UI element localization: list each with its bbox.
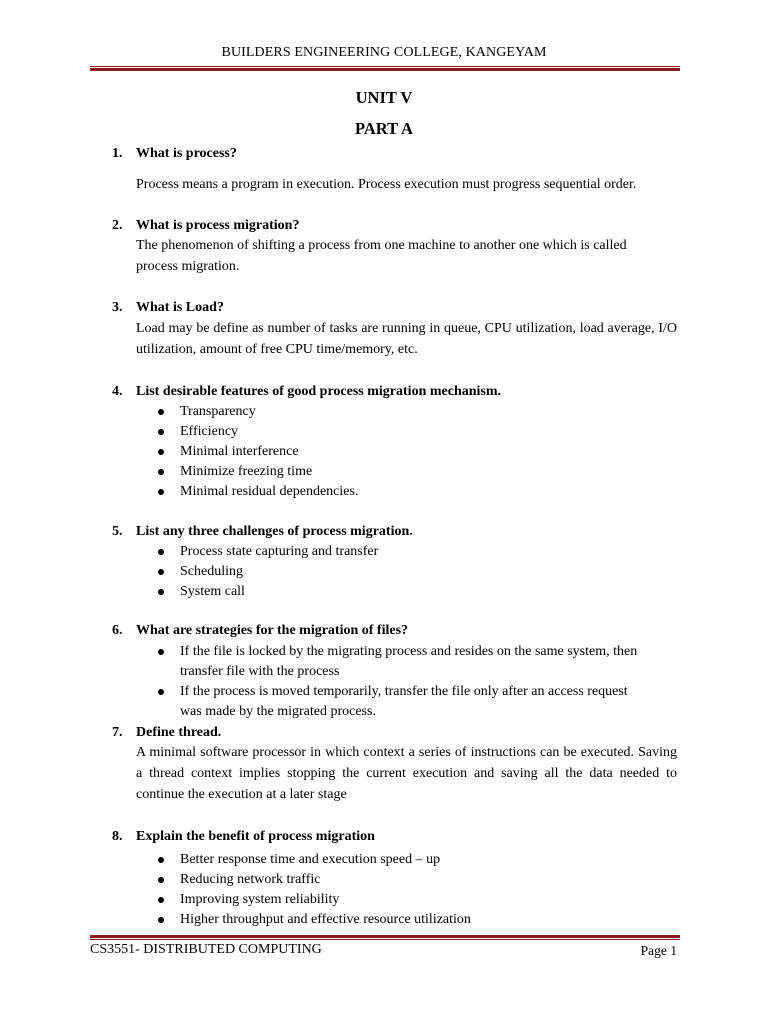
bullet-icon [158,689,164,695]
list-item: Minimize freezing time [156,462,656,482]
question-number: 1. [112,146,123,161]
page-header: BUILDERS ENGINEERING COLLEGE, KANGEYAM [221,45,547,60]
footer-rule-thin [90,939,680,940]
bullet-icon [158,569,164,575]
footer-course: CS3551- DISTRIBUTED COMPUTING [90,942,322,957]
list-item: Transparency [156,402,656,422]
list-item: If the process is moved temporarily, transfer the file only after an access request was made by the migrated process. [156,682,648,722]
list-item: Minimal interference [156,442,656,462]
bullet-icon [158,857,164,863]
bullet-icon [158,897,164,903]
question-text: What is process migration? [136,218,300,233]
footer-rule-thick [90,935,680,938]
list-item: System call [156,582,656,602]
list-item: If the file is locked by the migrating process and resides on the same system, then transfer file with the process [156,642,648,682]
bullet-icon [158,449,164,455]
bullet-icon [158,649,164,655]
part-title: PART A [355,119,413,138]
question-text: List any three challenges of process migration. [136,524,413,539]
question-text: Define thread. [136,725,222,740]
question-number: 7. [112,725,123,740]
bullet-icon [158,917,164,923]
bullet-icon [158,589,164,595]
question-text: What is process? [136,146,237,161]
question-number: 3. [112,300,123,315]
question-number: 8. [112,829,123,844]
bullet-list-5 [156,542,656,602]
list-item: Improving system reliability [156,890,656,910]
question-text: Explain the benefit of process migration [136,829,375,844]
list-item: Better response time and execution speed – up [156,850,656,870]
unit-title: UNIT V [355,88,413,107]
answer-7: A minimal software processor in which context a series of instructions can be executed. Saving a thread context implies stopping the current execution and saving all the data needed to continue the execution at a later stage [136,745,677,802]
question-text: List desirable features of good process migration mechanism. [136,384,502,399]
answer-1: Process means a program in execution. Process execution must progress sequential order. [136,177,637,192]
bullet-icon [158,489,164,495]
question-text: What are strategies for the migration of files? [136,623,409,638]
question-number: 5. [112,524,123,539]
bullet-icon [158,877,164,883]
question-number: 4. [112,384,123,399]
list-item: Minimal residual dependencies. [156,482,656,502]
question-number: 2. [112,218,123,233]
footer-page-number: Page 1 [640,943,677,958]
list-item: Scheduling [156,562,656,582]
answer-2: The phenomenon of shifting a process from one machine to another one which is called process migration. [136,238,627,274]
bullet-list-4 [156,402,656,502]
list-item: Higher throughput and effective resource utilization [156,910,656,930]
list-item: Efficiency [156,422,656,442]
list-item: Reducing network traffic [156,870,656,890]
list-item: Process state capturing and transfer [156,542,656,562]
question-number: 6. [112,623,123,638]
bullet-list-6 [156,642,648,722]
answer-3: Load may be define as number of tasks are running in queue, CPU utilization, load average, I/O utilization, amount of free CPU time/memory, etc. [136,321,677,357]
bullet-icon [158,429,164,435]
bullet-icon [158,549,164,555]
bullet-icon [158,409,164,415]
bullet-icon [158,469,164,475]
bullet-list-8 [156,850,656,930]
question-text: What is Load? [136,300,224,315]
